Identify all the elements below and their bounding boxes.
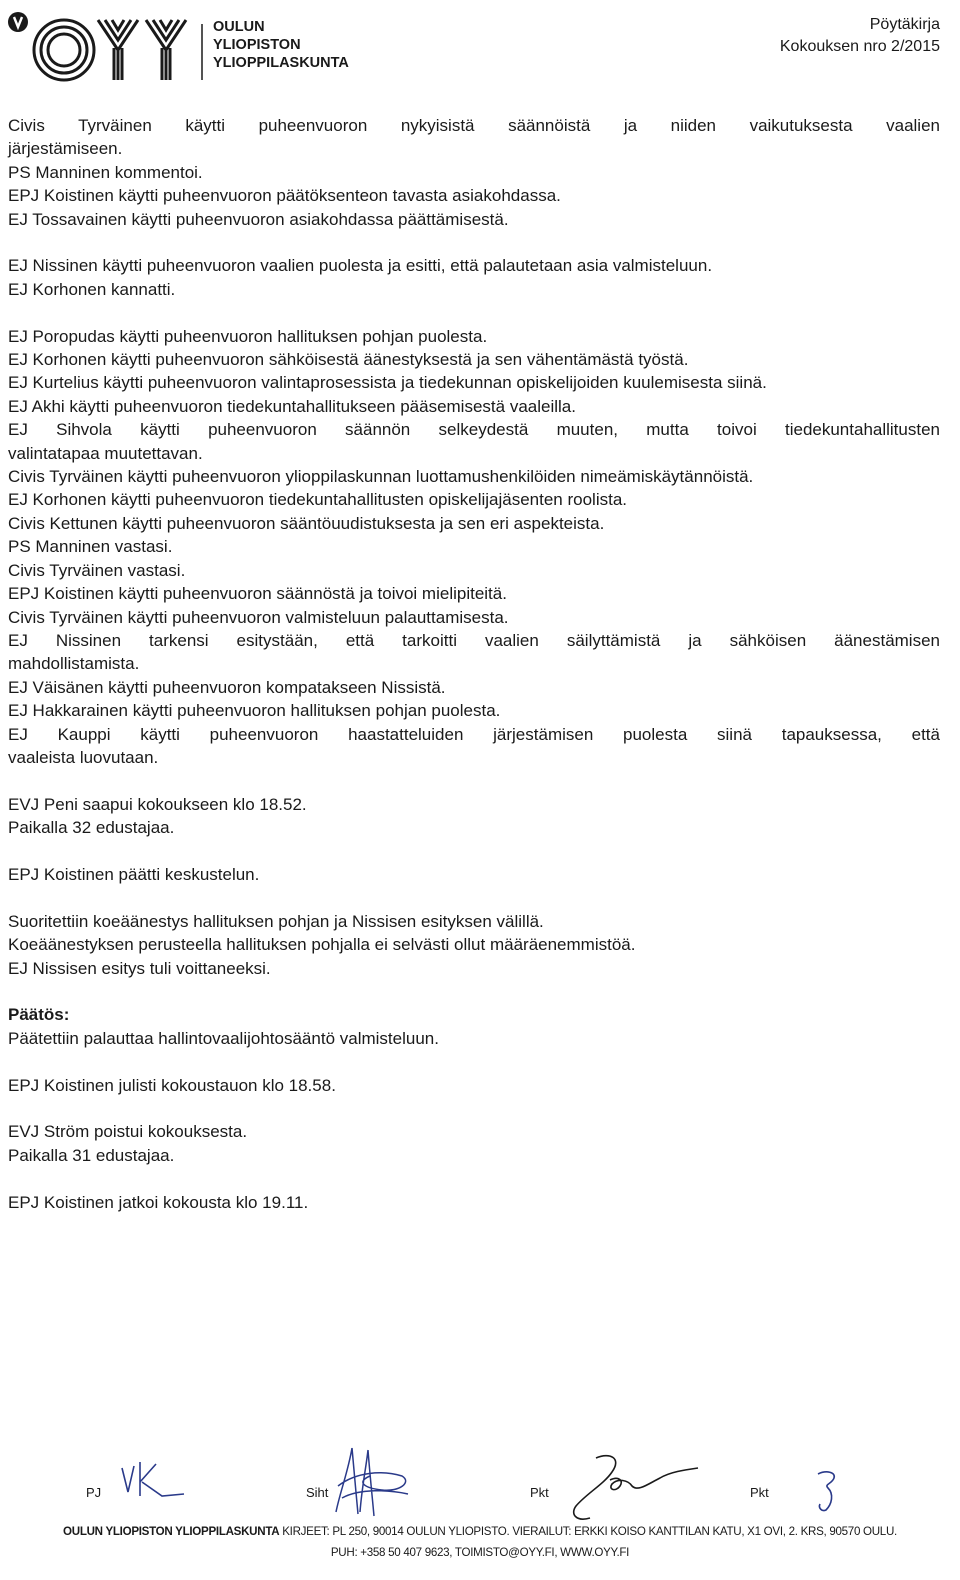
minutes-line: Civis Kettunen käytti puheenvuoron sääntöuudistuksesta ja sen eri aspekteista. (8, 513, 605, 533)
minutes-line: vaaleista luovutaan. (8, 747, 159, 767)
minutes-line: PS Manninen vastasi. (8, 537, 173, 557)
footer-org-name: OULUN YLIOPISTON YLIOPPILASKUNTA (63, 1525, 280, 1538)
minutes-paragraph (8, 793, 940, 840)
siht-signature-icon (330, 1442, 415, 1520)
minutes-paragraph (8, 1120, 940, 1167)
minutes-line: EPJ Koistinen jatkoi kokousta klo 19.11. (8, 1192, 309, 1212)
minutes-line: EJ Nissinen käytti puheenvuoron vaalien puolesta ja esitti, että palautetaan asia valmisteluun. (8, 256, 713, 276)
minutes-line: EJ Korhonen käytti puheenvuoron tiedekuntahallitusten opiskelijajäsenten roolista. (8, 490, 628, 510)
minutes-paragraph (8, 325, 940, 770)
minutes-paragraph (8, 863, 940, 886)
minutes-line: EJ Akhi käytti puheenvuoron tiedekuntahallitukseen pääsemisestä vaaleilla. (8, 396, 576, 416)
footer-contact: PUH: +358 50 407 9623, TOIMISTO@OYY.FI, WWW.OYY.FI (330, 1546, 630, 1559)
decision-heading: Päätös: (8, 1005, 70, 1025)
minutes-line: EPJ Koistinen päätti keskustelun. (8, 864, 260, 884)
minutes-line: valintatapaa muutettavan. (8, 443, 203, 463)
meeting-number: Kokouksen nro 2/2015 (779, 38, 940, 55)
minutes-line: Paikalla 31 edustajaa. (8, 1145, 175, 1165)
minutes-paragraph (8, 254, 940, 301)
minutes-line: EPJ Koistinen julisti kokoustauon klo 18.58. (8, 1075, 336, 1095)
minutes-line: EJ Korhonen kannatti. (8, 279, 176, 299)
footer-address: KIRJEET: PL 250, 90014 OULUN YLIOPISTO. VIERAILUT: ERKKI KOISO KANTTILAN KATU, X1 OVI, 2. KRS, 90570 OULU. (282, 1525, 897, 1538)
minutes-paragraph (8, 1191, 940, 1214)
minutes-line: Paikalla 32 edustajaa. (8, 818, 175, 838)
minutes-line: EJ Korhonen käytti puheenvuoron sähköisestä äänestyksestä ja sen vähentämästä työstä. (8, 350, 689, 370)
minutes-paragraph (8, 114, 940, 231)
minutes-line: Suoritettiin koeäänestys hallituksen pohjan ja Nissisen esityksen välillä. (8, 911, 544, 931)
minutes-line: PS Manninen kommentoi. (8, 162, 203, 182)
minutes-line: EJ Sihvola käytti puheenvuoron säännön selkeydestä muuten, mutta toivoi tiedekuntahallitusten (8, 420, 940, 440)
minutes-line: Civis Tyrväinen käytti puheenvuoron ylioppilaskunnan luottamushenkilöiden nimeämiskäytännöistä. (8, 467, 754, 487)
minutes-line: Päätettiin palauttaa hallintovaalijohtosääntö valmisteluun. (8, 1028, 439, 1048)
footer-address-line (0, 1525, 960, 1538)
minutes-line: EJ Tossavainen käytti puheenvuoron asiakohdassa päättämisestä. (8, 209, 509, 229)
minutes-line: EJ Väisänen käytti puheenvuoron kompatakseen Nissistä. (8, 677, 446, 697)
minutes-line: Civis Tyrväinen käytti puheenvuoron valmisteluun palauttamisesta. (8, 607, 509, 627)
minutes-paragraph (8, 910, 940, 980)
minutes-line: EJ Kauppi käytti puheenvuoron haastatteluiden järjestämisen puolesta siinä tapauksessa, että (8, 724, 940, 744)
minutes-line: Civis Tyrväinen käytti puheenvuoron nykyisistä säännöistä ja niiden vaikutuksesta vaalien (8, 116, 940, 135)
document-type: Pöytäkirja (869, 16, 940, 33)
minutes-line: EPJ Koistinen käytti puheenvuoron säännöstä ja toivoi mielipiteitä. (8, 584, 507, 604)
siht-label: Siht (306, 1485, 329, 1500)
pj-signature-icon (118, 1458, 190, 1500)
pkt-signature-icon (562, 1450, 712, 1528)
org-name-line: YLIOPISTON (213, 37, 301, 53)
signature-row (0, 1440, 960, 1520)
minutes-line: EJ Nissisen esitys tuli voittaneeksi. (8, 958, 271, 978)
minutes-line: Civis Tyrväinen vastasi. (8, 560, 186, 580)
org-name-line: OULUN (213, 19, 265, 35)
oyy-logo-mark-icon (6, 8, 211, 84)
minutes-line: EJ Hakkarainen käytti puheenvuoron hallituksen pohjan puolesta. (8, 701, 501, 721)
pkt-signature-2-icon (812, 1468, 842, 1514)
minutes-paragraph (8, 1074, 940, 1097)
pkt-label-2: Pkt (750, 1485, 769, 1500)
org-name-line: YLIOPPILASKUNTA (213, 55, 349, 71)
minutes-body (8, 114, 940, 1237)
minutes-line: mahdollistamista. (8, 654, 140, 674)
minutes-line: EVJ Peni saapui kokoukseen klo 18.52. (8, 794, 307, 814)
minutes-line: EJ Poropudas käytti puheenvuoron hallituksen pohjan puolesta. (8, 326, 488, 346)
pkt-label: Pkt (530, 1485, 549, 1500)
minutes-line: järjestämiseen. (8, 139, 123, 159)
minutes-line: EJ Kurtelius käytti puheenvuoron valintaprosessista ja tiedekunnan opiskelijoiden kuulemisesta siinä. (8, 373, 767, 393)
minutes-paragraph (8, 1003, 940, 1050)
minutes-line: EPJ Koistinen käytti puheenvuoron päätöksenteon tavasta asiakohdassa. (8, 186, 561, 206)
document-meta (780, 14, 940, 58)
minutes-line: Koeäänestyksen perusteella hallituksen pohjalla ei selvästi ollut määräenemmistöä. (8, 935, 636, 955)
org-name (213, 18, 349, 72)
minutes-line: EVJ Ström poistui kokouksesta. (8, 1122, 248, 1142)
pj-label: PJ (86, 1485, 102, 1500)
minutes-line: EJ Nissinen tarkensi esitystään, että tarkoitti vaalien säilyttämistä ja sähköisen äänestämisen (8, 630, 940, 650)
